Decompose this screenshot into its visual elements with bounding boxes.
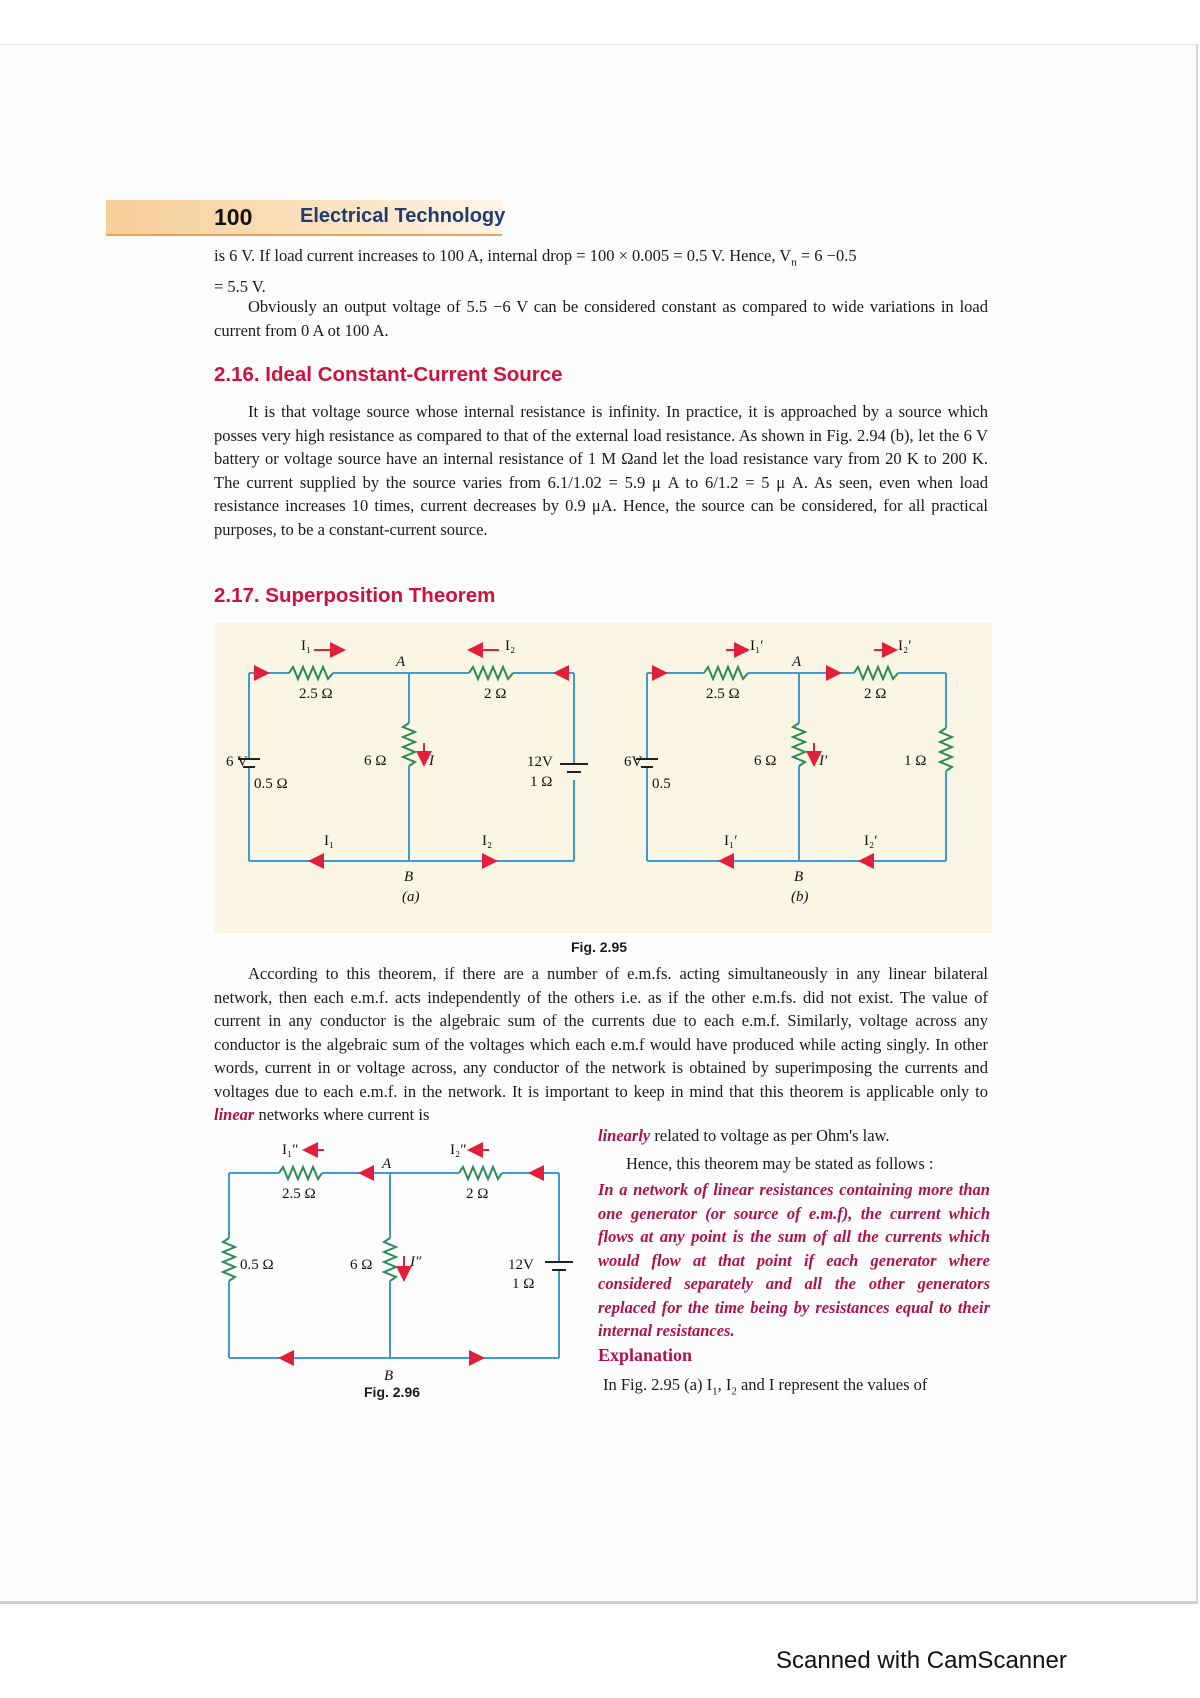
svg-text:1 Ω: 1 Ω <box>512 1276 535 1292</box>
svg-text:6V: 6V <box>624 754 643 770</box>
svg-text:I₁′: I₁′ <box>750 638 764 654</box>
svg-text:1 Ω: 1 Ω <box>904 753 927 769</box>
svg-text:2.5 Ω: 2.5 Ω <box>282 1186 316 1202</box>
svg-text:I₁: I₁ <box>324 833 335 849</box>
explanation-first-line: In Fig. 2.95 (a) $I_1$, $I_2$ and I represent the values of <box>603 1375 928 1398</box>
circuit-b-labels <box>624 638 926 905</box>
svg-text:B: B <box>794 869 804 885</box>
svg-text:6 Ω: 6 Ω <box>754 753 777 769</box>
figure-2-95-caption: Fig. 2.95 <box>571 939 628 955</box>
superposition-body: According to this theorem, if there are a number of e.m.fs. acting simultaneously in any linear bilateral network, then each e.m.f. acts independently of the others i.e. as if the other e.m.fs. did not exist. The value of current in any conductor is the algebraic sum of the currents due to each e.m.f. Similarly, voltage across any conductor is the algebraic sum of the voltages which each e.m.f would have produced while acting singly. In other words, current in or voltage across, any conductor of the network is obtained by superimposing the currents and voltages due to each e.m.f. in the network. It is important to keep in mind that this theorem is applicable only to linear networks where current is <box>214 964 988 1124</box>
svg-text:2.5 Ω: 2.5 Ω <box>706 686 740 702</box>
circuit-a-arrows <box>254 650 569 861</box>
section-2-16-body: It is that voltage source whose internal resistance is infinity. In practice, it is approached by a source which posses very high resistance as compared to that of the external load resistance. As shown in Fig. 2.94 (b), let the 6 V battery or voltage source have an internal resistance of 1 M Ωand let the load resistance vary from 20 K to 200 K. The current supplied by the source varies from 6.1/1.02 = 5.9 μ A to 6/1.2 = 5 μ A. As seen, even when load resistance increases 10 times, current decreases by 0.9 μA. Hence, the source can be considered, for all practical purposes, to be a constant-current source. <box>214 402 988 539</box>
svg-text:6 V: 6 V <box>226 754 248 770</box>
svg-text:1 Ω: 1 Ω <box>530 774 553 790</box>
svg-text:6 Ω: 6 Ω <box>350 1257 373 1273</box>
svg-text:I₂: I₂ <box>482 833 493 849</box>
svg-text:I₁″: I₁″ <box>282 1142 299 1158</box>
svg-text:(b): (b) <box>791 889 809 905</box>
circuit-a <box>249 667 574 861</box>
svg-text:I₁′: I₁′ <box>724 833 738 849</box>
svg-text:A: A <box>382 1156 392 1172</box>
svg-text:B: B <box>404 869 414 885</box>
svg-text:2.5 Ω: 2.5 Ω <box>299 686 333 702</box>
svg-text:I′: I′ <box>819 753 828 769</box>
svg-text:I₂″: I₂″ <box>450 1142 467 1158</box>
svg-text:I₂′: I₂′ <box>898 638 912 654</box>
explanation-heading: Explanation <box>598 1345 693 1365</box>
section-2-16-heading: 2.16. Ideal Constant-Current Source <box>214 363 563 386</box>
svg-text:0.5 Ω: 0.5 Ω <box>254 776 288 792</box>
svg-text:0.5: 0.5 <box>652 776 671 792</box>
svg-text:(a): (a) <box>402 889 420 905</box>
svg-text:2 Ω: 2 Ω <box>484 686 507 702</box>
svg-text:6 Ω: 6 Ω <box>364 753 387 769</box>
svg-text:A: A <box>792 654 802 670</box>
camscanner-watermark: Scanned with CamScanner <box>776 1647 1067 1674</box>
svg-text:2 Ω: 2 Ω <box>864 686 887 702</box>
intro-paragraph-1: is 6 V. If load current increases to 100 A, internal drop = 100 × 0.005 = 0.5 V. Hence, $V_n = 6 -0.5$ = 5.5 V. <box>214 246 857 296</box>
svg-text:I: I <box>429 753 434 769</box>
svg-text:0.5 Ω: 0.5 Ω <box>240 1257 274 1273</box>
linearly-line: linearly related to voltage as per Ohm's law. <box>598 1126 890 1145</box>
theorem-statement: In a network of linear resistances containing more than one generator (or source of e.m.f), the current which flows at any point is the sum of all the currents which would flow at that point if each generator where considered separately and all the other generators replaced for the time being by resistances equal to their internal resistances. <box>598 1180 990 1340</box>
svg-text:A: A <box>396 654 406 670</box>
svg-text:I″: I″ <box>410 1254 422 1270</box>
figure-2-95 <box>214 623 992 933</box>
page-number: 100 <box>214 204 253 230</box>
intro-paragraph-2: Obviously an output voltage of 5.5 −6 V can be considered constant as compared to wide variations in load current from 0 A ot 100 A. <box>214 297 988 340</box>
figure-2-96 <box>214 1138 584 1392</box>
figure-2-95-panel <box>214 623 992 933</box>
svg-text:2 Ω: 2 Ω <box>466 1186 489 1202</box>
svg-text:12V: 12V <box>508 1257 534 1273</box>
book-title: Electrical Technology <box>300 205 506 227</box>
svg-text:12V: 12V <box>527 754 553 770</box>
circuit-296-source <box>545 1262 573 1270</box>
svg-text:I₁: I₁ <box>301 638 312 654</box>
section-2-17-heading: 2.17. Superposition Theorem <box>214 584 496 607</box>
circuit-a-labels <box>226 638 553 905</box>
figure-2-96-caption: Fig. 2.96 <box>364 1384 421 1400</box>
svg-text:B: B <box>384 1368 394 1384</box>
hence-line: Hence, this theorem may be stated as follows : <box>626 1154 934 1173</box>
svg-text:I₂: I₂ <box>505 638 516 654</box>
svg-text:I₂′: I₂′ <box>864 833 878 849</box>
